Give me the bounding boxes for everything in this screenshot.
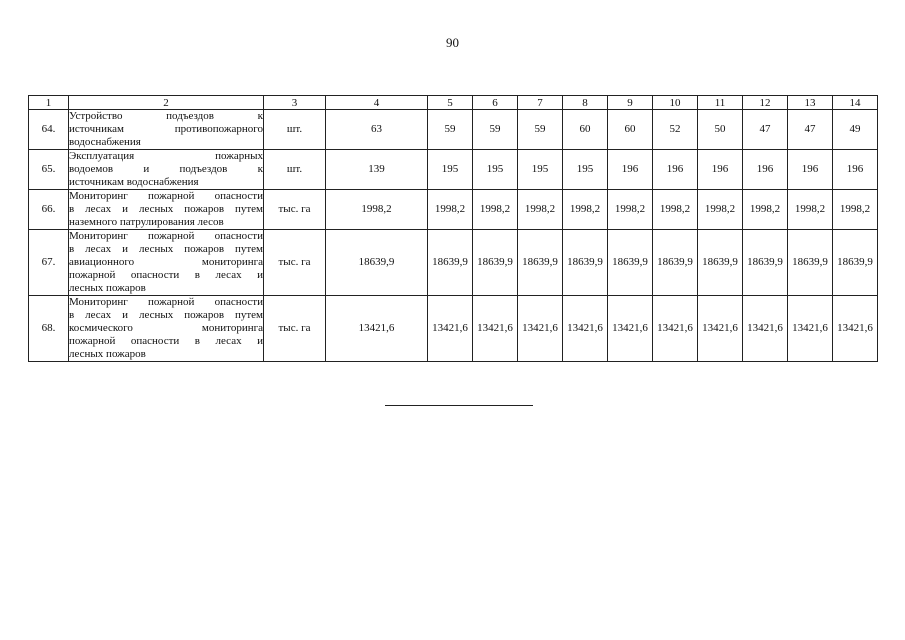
- row-value: 13421,6: [428, 296, 473, 362]
- header-row: [29, 96, 878, 110]
- header-cell: 6: [473, 96, 518, 110]
- header-cell: 1: [29, 96, 69, 110]
- table-row: [29, 150, 878, 190]
- row-value: 13421,6: [653, 296, 698, 362]
- row-name-line: источникам водоснабжения: [69, 176, 199, 188]
- row-value: 18639,9: [428, 230, 473, 296]
- row-value: 60: [608, 110, 653, 150]
- row-name-line: Устройство подъездов к: [69, 110, 263, 122]
- row-value: 59: [428, 110, 473, 150]
- row-value: 18639,9: [326, 230, 428, 296]
- row-value: 13421,6: [326, 296, 428, 362]
- row-name-line: источникам противопожарного: [69, 123, 263, 135]
- row-value: 1998,2: [428, 190, 473, 230]
- row-value: 47: [788, 110, 833, 150]
- row-name-line: Мониторинг пожарной опасности: [69, 190, 263, 202]
- row-value: 49: [833, 110, 878, 150]
- row-value: 1998,2: [563, 190, 608, 230]
- row-value: 139: [326, 150, 428, 190]
- row-name: [69, 230, 264, 296]
- row-value: 1998,2: [608, 190, 653, 230]
- row-number: 68.: [29, 296, 69, 362]
- row-value: 196: [653, 150, 698, 190]
- row-name-line: космического мониторинга: [69, 322, 263, 334]
- row-value: 1998,2: [518, 190, 563, 230]
- row-value: 18639,9: [698, 230, 743, 296]
- row-value: 1998,2: [653, 190, 698, 230]
- table-row: [29, 190, 878, 230]
- row-unit: шт.: [264, 150, 326, 190]
- header-cell: 11: [698, 96, 743, 110]
- row-value: 60: [563, 110, 608, 150]
- row-unit: тыс. га: [264, 190, 326, 230]
- row-value: 52: [653, 110, 698, 150]
- row-value: 13421,6: [518, 296, 563, 362]
- header-cell: 8: [563, 96, 608, 110]
- row-number: 64.: [29, 110, 69, 150]
- row-name-line: в лесах и лесных пожаров путем: [69, 309, 263, 321]
- row-name-line: лесных пожаров: [69, 282, 146, 294]
- header-cell: 2: [69, 96, 264, 110]
- row-name-line: Эксплуатация пожарных: [69, 150, 263, 162]
- row-value: 196: [788, 150, 833, 190]
- row-name-line: водоснабжения: [69, 136, 141, 148]
- row-value: 1998,2: [698, 190, 743, 230]
- row-value: 18639,9: [743, 230, 788, 296]
- row-value: 13421,6: [743, 296, 788, 362]
- row-value: 1998,2: [743, 190, 788, 230]
- row-value: 18639,9: [833, 230, 878, 296]
- page-number: 90: [446, 35, 459, 50]
- row-unit: тыс. га: [264, 230, 326, 296]
- row-value: 195: [518, 150, 563, 190]
- row-value: 13421,6: [833, 296, 878, 362]
- row-name-line: водоемов и подъездов к: [69, 163, 263, 175]
- header-cell: 12: [743, 96, 788, 110]
- row-value: 13421,6: [788, 296, 833, 362]
- header-cell: 3: [264, 96, 326, 110]
- row-unit: тыс. га: [264, 296, 326, 362]
- row-number: 66.: [29, 190, 69, 230]
- row-value: 59: [473, 110, 518, 150]
- row-value: 1998,2: [473, 190, 518, 230]
- header-cell: 14: [833, 96, 878, 110]
- row-value: 196: [743, 150, 788, 190]
- row-name: [69, 110, 264, 150]
- row-value: 195: [473, 150, 518, 190]
- row-value: 59: [518, 110, 563, 150]
- row-value: 195: [563, 150, 608, 190]
- row-name-line: Мониторинг пожарной опасности: [69, 296, 263, 308]
- table-row: [29, 230, 878, 296]
- row-value: 18639,9: [518, 230, 563, 296]
- row-value: 13421,6: [563, 296, 608, 362]
- row-value: 50: [698, 110, 743, 150]
- row-name-line: лесных пожаров: [69, 348, 146, 360]
- row-value: 13421,6: [698, 296, 743, 362]
- table-row: [29, 110, 878, 150]
- row-name-line: наземного патрулирования лесов: [69, 216, 224, 228]
- row-value: 196: [698, 150, 743, 190]
- header-cell: 13: [788, 96, 833, 110]
- row-name-line: пожарной опасности в лесах и: [69, 335, 263, 347]
- header-cell: 9: [608, 96, 653, 110]
- row-value: 18639,9: [608, 230, 653, 296]
- row-name-line: авиационного мониторинга: [69, 256, 263, 268]
- row-value: 1998,2: [833, 190, 878, 230]
- row-name-line: пожарной опасности в лесах и: [69, 269, 263, 281]
- row-unit: шт.: [264, 110, 326, 150]
- row-value: 13421,6: [608, 296, 653, 362]
- row-name: [69, 150, 264, 190]
- row-name-line: в лесах и лесных пожаров путем: [69, 243, 263, 255]
- header-cell: 10: [653, 96, 698, 110]
- row-value: 1998,2: [788, 190, 833, 230]
- row-value: 13421,6: [473, 296, 518, 362]
- row-value: 18639,9: [653, 230, 698, 296]
- row-value: 196: [608, 150, 653, 190]
- row-value: 47: [743, 110, 788, 150]
- header-cell: 7: [518, 96, 563, 110]
- row-value: 195: [428, 150, 473, 190]
- bottom-rule: [385, 405, 533, 406]
- row-value: 63: [326, 110, 428, 150]
- row-number: 65.: [29, 150, 69, 190]
- row-value: 1998,2: [326, 190, 428, 230]
- row-name-line: Мониторинг пожарной опасности: [69, 230, 263, 242]
- row-name: [69, 296, 264, 362]
- row-value: 196: [833, 150, 878, 190]
- row-value: 18639,9: [473, 230, 518, 296]
- row-name: [69, 190, 264, 230]
- table-row: [29, 296, 878, 362]
- header-cell: 4: [326, 96, 428, 110]
- row-value: 18639,9: [788, 230, 833, 296]
- data-table: [28, 95, 878, 362]
- row-number: 67.: [29, 230, 69, 296]
- row-name-line: в лесах и лесных пожаров путем: [69, 203, 263, 215]
- row-value: 18639,9: [563, 230, 608, 296]
- header-cell: 5: [428, 96, 473, 110]
